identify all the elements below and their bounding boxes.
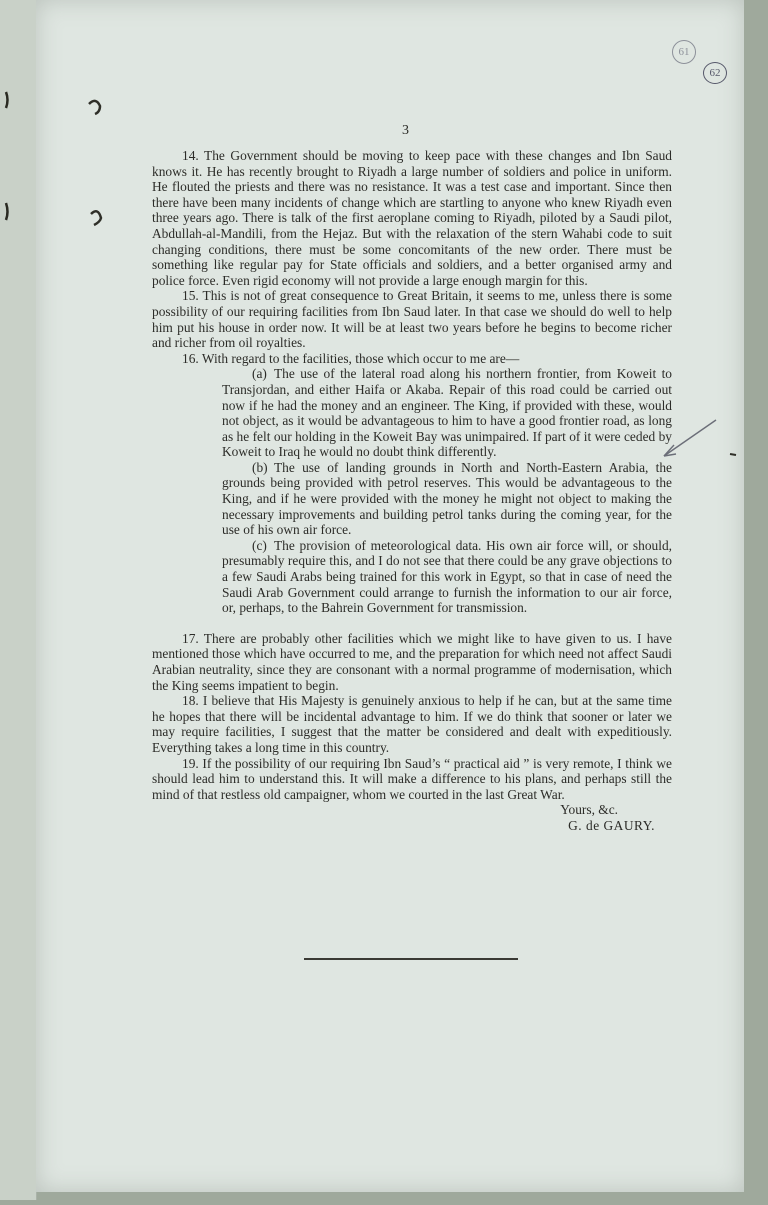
folio-number-struck: 61 (672, 40, 696, 64)
facility-b (152, 460, 672, 538)
document-page (36, 0, 744, 1192)
paragraph-18: 18. I believe that His Majesty is genuinely anxious to help if he can, but at the same time he hopes that there will be incidental advantage to him. If we do think that sooner or later we may require facilities, I suggest that the matter be considered and dealt with expeditiously. Everything takes a long time in this country. (152, 693, 672, 755)
facility-b-label: (b) (252, 459, 268, 475)
punch-hole-mark (88, 208, 108, 228)
paragraph-17: 17. There are probably other facilities which we might like to have given to us. I have mentioned those which have occurred to me, and the preparation for which need not affect Saudi Arabian neutrality, since they are consonant with a normal programme of modernisation, which the King seems impatient to begin. (152, 630, 672, 693)
facility-a (152, 366, 672, 460)
facility-a-label: (a) (252, 366, 267, 382)
paragraph-14: 14. The Government should be moving to keep pace with these changes and Ibn Saud knows it. He has recently brought to Riyadh a large number of soldiers and police in uniform. He flouted the priests and there was no resistance. It was a test case and important. Since then there have been many incidents of change which are startling to anyone who knew Riyadh even three years ago. There is talk of the first aeroplane coming to Riyadh, piloted by a Saudi pilot, Abdullah-al-Mandili, from the Hejaz. But with the relaxation of the stern Wahabi code to suit changing conditions, there must be some concomitants of the new order. There must be something like regular pay for State officials and soldiers, and a better organised army and police force. Even rigid economy will not provide a large enough margin for this. (152, 148, 672, 288)
punch-hole-mark (86, 98, 106, 118)
paragraph-16: 16. With regard to the facilities, those which occur to me are— (182, 350, 520, 366)
letter-body (152, 148, 672, 834)
binding-marks (0, 0, 36, 1200)
signature-name: G. de GAURY. (568, 817, 655, 833)
paragraph-19: 19. If the possibility of our requiring Ibn Saud’s “ practical aid ” is very remote, I think we should lead him to understand this. It will make a difference to his plans, and perhaps still the mind of that restless old campaigner, whom we courted in the last Great War. (152, 755, 672, 802)
closing-rule (304, 958, 518, 960)
paragraph-15: 15. This is not of great consequence to Great Britain, it seems to me, unless there is some possibility of our requiring facilities from Ibn Saud later. In that case we should do well to help him put his house in order now. It will be at least two years before he begins to become richer and richer from oil royalties. (152, 288, 672, 351)
facility-c-label: (c) (252, 537, 267, 553)
closing-line: Yours, &c. (560, 802, 618, 818)
previous-page-edge (0, 0, 37, 1200)
folio-number: 62 (703, 62, 727, 84)
page-number: 3 (402, 123, 409, 138)
facility-c-text: The provision of meteorological data. His own air force will, or should, presumably require this, and I do not see that there could be any grave objections to a few Saudi Arabs being trained for this work in Egypt, so that in case of need the Saudi Arab Government could arrange to furnish the information to our air force, or, perhaps, to the Bahrein Government for transmission. (222, 537, 672, 616)
facility-b-text: The use of landing grounds in North and North-Eastern Arabia, the grounds being provided with petrol reserves. This would be advantageous to the King, and if he were provided with the money he might not object to making the necessary improvements and building petrol tanks during the coming year, for the use of his own air force. (222, 459, 672, 538)
facility-a-text: The use of the lateral road along his northern frontier, from Koweit to Transjordan, and either Haifa or Akaba. Repair of this road could be carried out now if he had the money and an engineer. The King, if provided with these, would not object, as it would be advantageous to him to have a good frontier road, as long as he felt our holding in the Koweit Bay was unimpaired. If part of it were ceded by Koweit to Iraq he would no doubt think differently. (222, 366, 672, 460)
pencil-arrow-annotation (660, 418, 744, 468)
facility-c (152, 538, 672, 616)
